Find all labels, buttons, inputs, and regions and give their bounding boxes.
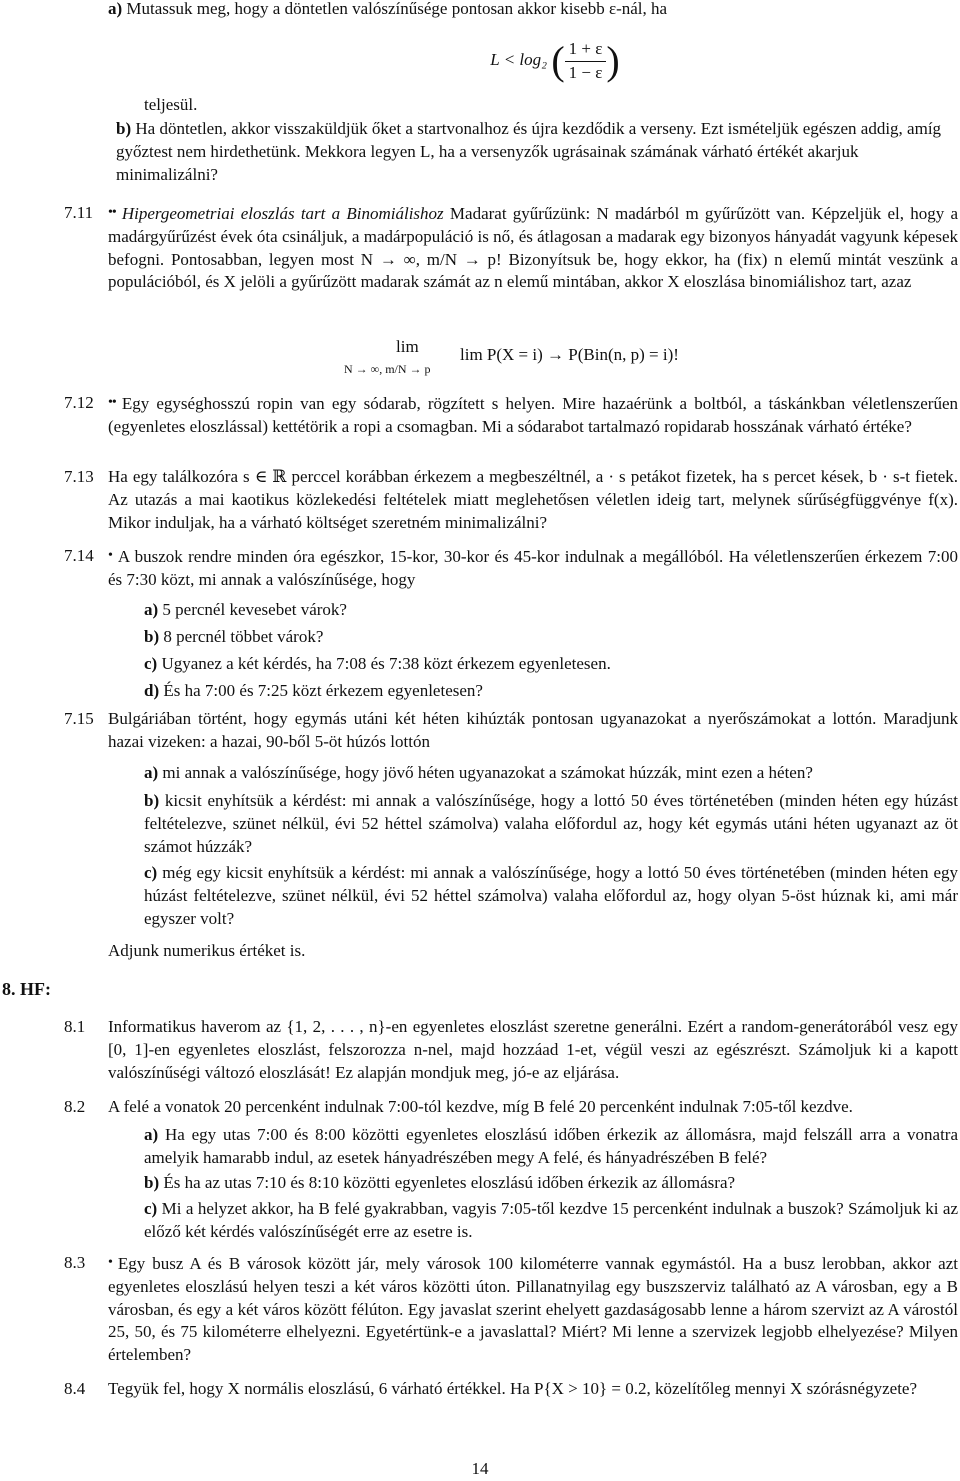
sub-7-15-c: c) még egy kicsit enyhítsük a kérdést: mi annak a valószínűsége, hogy a lottó 50 éves történetében (minden héten egy húzást feltételezve, szünet nélkül, évi 52 héttel számolva) valaha előfordul az, hogy olyan 5-öst húznak ki, ami már egyszer volt?	[144, 863, 959, 928]
problem-7-11: 7.11 •• Hipergeometriai eloszlás tart a Binomiálishoz Madarat gyűrűzünk: N madárból m gyűrűzött van. Képzeljük el, hogy a madárgyűrűzést évek óta csináljuk, a madárpopuláció is nő, és átlagosan a madarak egy bizonyos hányadát vagyunk képesek befogni. Pontosabban, legyen most N → ∞, m/N → p! Bizonyítsuk be, hogy ekkor, ha (fix) n elemű mintát veszünk a populációból, és X jelöli a gyűrűzött madarak számát az n elemű mintában, akkor X eloszlása binomiálishoz tart, azaz	[64, 203, 959, 292]
section-heading: 8. HF:	[2, 979, 51, 999]
sub-8-2-a: a) Ha egy utas 7:00 és 8:00 közötti egyenletes eloszlású időben érkezik az állomásra, majd felszáll arra a vonatra amelyik hamarabb indul, az esetek hányadrészében megy A felé, és hányadrészében B felé?	[144, 1125, 959, 1167]
problem-8-4: 8.4 Tegyük fel, hogy X normális eloszlású, 6 várható értékkel. Ha P{X > 10} = 0.2, közelítőleg mennyi X szórásnégyzete?	[64, 1379, 918, 1398]
formula-log: L < log₂ ( $\frac{1 + \varepsilon}{1 - \varepsilon}$ )	[490, 37, 620, 83]
formula-fraction: $\frac{1 + \varepsilon}{1 - \varepsilon}$	[565, 38, 607, 85]
item-text: Mutassuk meg, hogy a döntetlen valószínűsége pontosan akkor kisebb ε-nál, ha	[126, 0, 668, 18]
sub-7-14-c: c) Ugyanez a két kérdés, ha 7:08 és 7:38 közt érkezem egyenletesen.	[144, 654, 611, 673]
problem-title: Hipergeometriai eloszlás tart a Binomiálishoz	[121, 204, 444, 223]
formula-lhs: L < log₂	[490, 50, 548, 70]
problem-7-15: 7.15 Bulgáriában történt, hogy egymás utáni két héten kihúzták pontosan ugyanazokat a nyerőszámokat a lottón. Maradjunk hazai vizeken: a hazai, 90-ből 5-öt húzós lottón	[64, 709, 958, 751]
problem-8-2: 8.2 A felé a vonatok 20 percenként indulnak 7:00-tól kezdve, míg B felé 20 percenként indulnak 7:05-től kezdve.	[64, 1097, 853, 1116]
item-label: a)	[108, 0, 123, 18]
item-text-teljesul: teljesül.	[144, 95, 198, 114]
sub-8-2-c: c) Mi a helyzet akkor, ha B felé gyakrabban, vagyis 7:05-től kezdve 15 percenként indulnak a buszok? Számoljuk ki az előző két kérdés valószínűségét erre az esetre is.	[144, 1199, 958, 1241]
item-a	[108, 0, 958, 21]
sub-7-14-d: d) És ha 7:00 és 7:25 közt érkezem egyenletesen?	[144, 681, 483, 700]
problem-7-15-tail: Adjunk numerikus értéket is.	[108, 941, 306, 960]
problem-8-3: 8.3 • Egy busz A és B városok között jár, mely városok 100 kilométerre vannak egymástól. Ha a busz lerobban, akkor azt egyenletes eloszlású helyen teszi a két város közötti úton. Pillanatnyilag egy buszszerviz található az A városban, egy a B városban, és egy a két város között félúton. Egy javaslat szerint ehelyett gazdaságosabb lenne a három szervizt az A várostól 25, 50, és 75 kilométerre elhelyezni. Egyetértünk-e a javaslattal? Miért? Mi lenne a szervizek legjobb elhelyezése? Milyen értelemben?	[64, 1253, 958, 1365]
sub-7-14-b: b) 8 percnél többet várok?	[144, 627, 324, 646]
document-page: a) Mutassuk meg, hogy a döntetlen valószínűsége pontosan akkor kisebb ε-nál, ha L < log₂ ( $\frac{1 + \varepsilon}{1 - \varepsilon}$ ) teljesül. b) Ha döntetlen, akkor visszaküldjük őket a startvonalhoz és újra kezdődik a verseny. Ezt ismételjük egészen addig, amíg győztest nem hirdethetünk. Mekkora legyen L, ha a versenyzők ugrásainak számának várható értékét akarjuk minimalizálni? 7.11 •• Hipergeometriai eloszlás tart a Binomiálishoz Madarat gyűrűzünk: N madárból m gyűrűzött van. Képzeljük el, hogy a madárgyűrűzést évek óta csináljuk, a madárpopuláció is nő, és átlagosan a madarak egy bizonyos hányadát vagyunk képesek befogni. Pontosabban, legyen most N → ∞, m/N → p! Bizonyítsuk be, hogy ekkor, ha (fix) n elemű mintát veszünk a populációból, és X jelöli a gyűrűzött madarak számát az n elemű mintában, akkor X eloszlása binomiálishoz tart, azaz lim lim P(X = i) → P(Bin(n, p) = i)! N → ∞, m/N → p 7.12 •• Egy egységhosszú ropin van egy sódarab, rögzített s helyen. Mire hazaérünk a boltból, a táskánkban véletlenszerűen (egyenletes eloszlással) kettétörik a ropi a csomagban. Mi a sódarabot tartalmazó ropidarab hosszának várható értéke? 7.13 Ha egy találkozóra s ∈ ℝ perccel korábban érkezem a megbeszéltnél, a · s petákot fizetek, ha s percet kések, b · s-t fietek. Az utazás a mai kaotikus közlekedési feltételek miatt meglehetősen véletlen ideig tart, melynek sűrűségfüggvénye f(x). Mikor induljak, ha a várható költséget szeretném minimalizálni? 7.14 • A buszok rendre minden óra egészkor, 15-kor, 30-kor és 45-kor indulnak a megállóból. Ha véletlenszerűen érkezem 7:00 és 7:30 közt, mi annak a valószínűsége, hogy a) 5 percnél kevesebet várok? b) 8 percnél többet várok? c) Ugyanez a két kérdés, ha 7:08 és 7:38 közt érkezem egyenletesen. d) És ha 7:00 és 7:25 közt érkezem egyenletesen? 7.15 Bulgáriában történt, hogy egymás utáni két héten kihúzták pontosan ugyanazokat a nyerőszámokat a lottón. Maradjunk hazai vizeken: a hazai, 90-ből 5-öt húzós lottón a) mi annak a valószínűsége, hogy jövő héten ugyanazokat a számokat húzzák, mint ezen a héten? b) kicsit enyhítsük a kérdést: mi annak a valószínűsége, hogy a lottó 50 éves történetében (minden héten egy húzást feltételezve, szünet nélkül, évi 52 héttel számolva) valaha előfordul az, hogy két egymás utáni héten ugyanazt az öt számot húzzák? c) még egy kicsit enyhítsük a kérdést: mi annak a valószínűsége, hogy a lottó 50 éves történetében (minden héten egy húzást feltételezve, szünet nélkül, évi 52 héttel számolva) valaha előfordul az, hogy olyan 5-öst húznak ki, ami már egyszer volt? Adjunk numerikus értéket is. 8. HF: 8.1 Informatikus haverom az {1, 2, . . . , n}-en egyenletes eloszlást szeretne generálni. Ezért a random-generátorából vesz egy [0, 1]-en egyenletes eloszlást, felszorozza n-nel, majd hozzáad 1-et, végül veszi az egészrészt. Számoljuk ki a kapott valószínűségi változó eloszlását! Ez alapján mondjuk meg, jó-e az eljárása. 8.2 A felé a vonatok 20 percenként indulnak 7:00-tól kezdve, míg B felé 20 percenként indulnak 7:05-től kezdve. a) Ha egy utas 7:00 és 8:00 közötti egyenletes eloszlású időben érkezik az állomásra, majd felszáll arra a vonatra amelyik hamarabb indul, az esetek hányadrészében megy A felé, és hányadrészében B felé? b) És ha az utas 7:10 és 8:10 közötti egyenletes eloszlású időben érkezik az állomásra? c) Mi a helyzet akkor, ha B felé gyakrabban, vagyis 7:05-től kezdve 15 percenként indulnak a buszok? Számoljuk ki az előző két kérdés valószínűségét erre az esetre is. 8.3 • Egy busz A és B városok között jár, mely városok 100 kilométerre vannak egymástól. Ha a busz lerobban, akkor azt egyenletes eloszlású helyen teszi a két város közötti úton. Pillanatnyilag egy buszszerviz található az A városban, egy a B városban, és egy a két város között félúton. Egy javaslat szerint ehelyett gazdaságosabb lenne a három szervizt az A várostól 25, 50, és 75 kilométerre elhelyezni. Egyetértünk-e a javaslattal? Miért? Mi lenne a szervizek legjobb elhelyezése? Milyen értelemben? 8.4 Tegyük fel, hogy X normális eloszlású, 6 várható értékkel. Ha P{X > 10} = 0.2, közelítőleg mennyi X szórásnégyzete? 14	[0, 0, 960, 1478]
problem-7-14: 7.14 • A buszok rendre minden óra egészkor, 15-kor, 30-kor és 45-kor indulnak a megállóból. Ha véletlenszerűen érkezem 7:00 és 7:30 közt, mi annak a valószínűsége, hogy	[64, 546, 958, 589]
problem-7-12: 7.12 •• Egy egységhosszú ropin van egy sódarab, rögzített s helyen. Mire hazaérünk a boltból, a táskánkban véletlenszerűen (egyenletes eloszlással) kettétörik a ropi a csomagban. Mi a sódarabot tartalmazó ropidarab hosszának várható értéke?	[64, 393, 958, 436]
sub-7-15-a: a) mi annak a valószínűsége, hogy jövő héten ugyanazokat a számokat húzzák, mint ezen a héten?	[144, 763, 813, 782]
sub-7-15-b: b) kicsit enyhítsük a kérdést: mi annak a valószínűsége, hogy a lottó 50 éves történetében (minden héten egy húzást feltételezve, szünet nélkül, évi 52 héttel számolva) valaha előfordul az, hogy két egymás utáni héten ugyanazt az öt számot húzzák?	[144, 791, 958, 856]
sub-7-14-a: a) 5 percnél kevesebet várok?	[144, 600, 347, 619]
problem-7-13: 7.13 Ha egy találkozóra s ∈ ℝ perccel korábban érkezem a megbeszéltnél, a · s petákot fizetek, ha s percet kések, b · s-t fietek. Az utazás a mai kaotikus közlekedési feltételek miatt meglehetősen véletlen ideig tart, melynek sűrűségfüggvénye f(x). Mikor induljak, ha a várható költséget szeretném minimalizálni?	[64, 467, 958, 532]
difficulty-marks: ••	[108, 205, 116, 220]
item-b: b) Ha döntetlen, akkor visszaküldjük őket a startvonalhoz és újra kezdődik a verseny. Ezt ismételjük egészen addig, amíg győztest nem hirdethetünk. Mekkora legyen L, ha a versenyzők ugrásainak számának várható értékét akarjuk minimalizálni?	[116, 119, 942, 184]
sub-8-2-b: b) És ha az utas 7:10 és 8:10 közötti egyenletes eloszlású időben érkezik az állomásra?	[144, 1173, 736, 1192]
problem-8-1: 8.1 Informatikus haverom az {1, 2, . . . , n}-en egyenletes eloszlást szeretne generálni. Ezért a random-generátorából vesz egy [0, 1]-en egyenletes eloszlást, felszorozza n-nel, majd hozzáad 1-et, végül veszi az egészrészt. Számoljuk ki a kapott valószínűségi változó eloszlását! Ez alapján mondjuk meg, jó-e az eljárása.	[64, 1017, 958, 1082]
page-number: 14	[471, 1459, 489, 1478]
